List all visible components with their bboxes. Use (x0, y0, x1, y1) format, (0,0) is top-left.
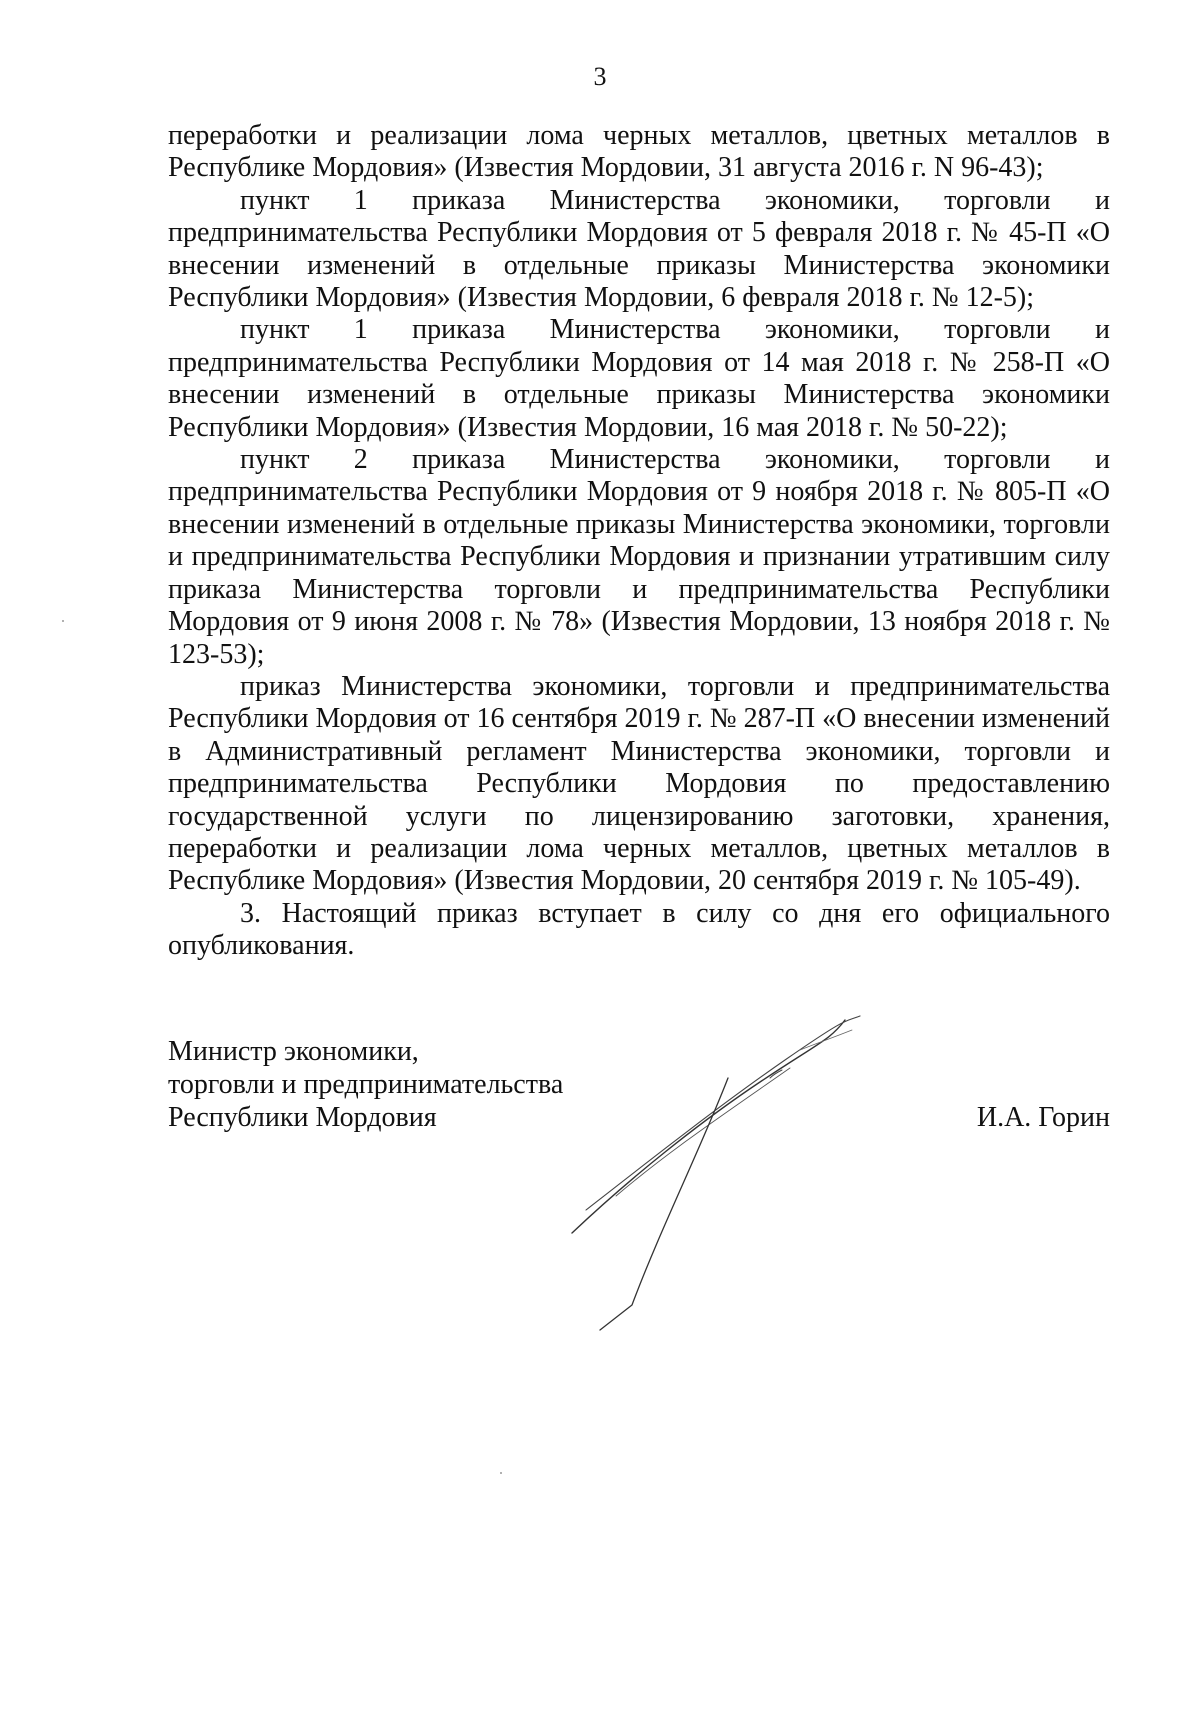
paragraph-item-3: пункт 2 приказа Министерства экономики, торговли и предпринимательства Республики Мордовия от 9 ноября 2018 г. № 805-П «О внесении изменений в отдельные приказы Министерства экономики, торговли и предпринимательства Республики Мордовия и признании утратившим силу приказа Министерства торговли и предпринимательства Республики Мордовия от 9 июня 2008 г. № 78» (Известия Мордовии, 13 ноября 2018 г. № 123-53); (168, 444, 1110, 670)
paragraph-effective-date: 3. Настоящий приказ вступает в силу со дня его официального опубликования. (168, 897, 1110, 962)
signatory-position-line: торговли и предпринимательства (168, 1069, 564, 1100)
margin-speck (62, 620, 64, 622)
handwritten-signature (560, 1000, 900, 1340)
paragraph-continuation: переработки и реализации лома черных металлов, цветных металлов в Республике Мордовия» (Известия Мордовии, 31 августа 2016 г. N 96-43); (168, 120, 1110, 184)
signatory-position (168, 1035, 563, 1134)
margin-speck (500, 1472, 502, 1474)
signatory-position-line: Республики Мордовия (168, 1102, 437, 1133)
paragraph-item-1: пункт 1 приказа Министерства экономики, торговли и предпринимательства Республики Мордовия от 5 февраля 2018 г. № 45-П «О внесении изменений в отдельные приказы Министерства экономики Республики Мордовия» (Известия Мордовии, 6 февраля 2018 г. № 12-5); (168, 184, 1110, 314)
paragraph-item-2: пункт 1 приказа Министерства экономики, торговли и предпринимательства Республики Мордовия от 14 мая 2018 г. № 258-П «О внесении изменений в отдельные приказы Министерства экономики Республики Мордовия» (Известия Мордовии, 16 мая 2018 г. № 50-22); (168, 314, 1110, 443)
signatory-name: И.А. Горин (976, 1102, 1110, 1133)
signatory-position-line: Министр экономики, (168, 1036, 419, 1067)
document-body (168, 120, 1110, 963)
page-number: 3 (593, 62, 607, 91)
paragraph-item-4: приказ Министерства экономики, торговли и предпринимательства Республики Мордовия от 16 сентября 2019 г. № 287-П «О внесении изменений в Административный регламент Министерства экономики, торговли и предпринимательства Республики Мордовия по предоставлению государственной услуги по лицензированию заготовки, хранения, переработки и реализации лома черных металлов, цветных металлов в Республике Мордовия» (Известия Мордовии, 20 сентября 2019 г. № 105-49). (168, 670, 1110, 897)
